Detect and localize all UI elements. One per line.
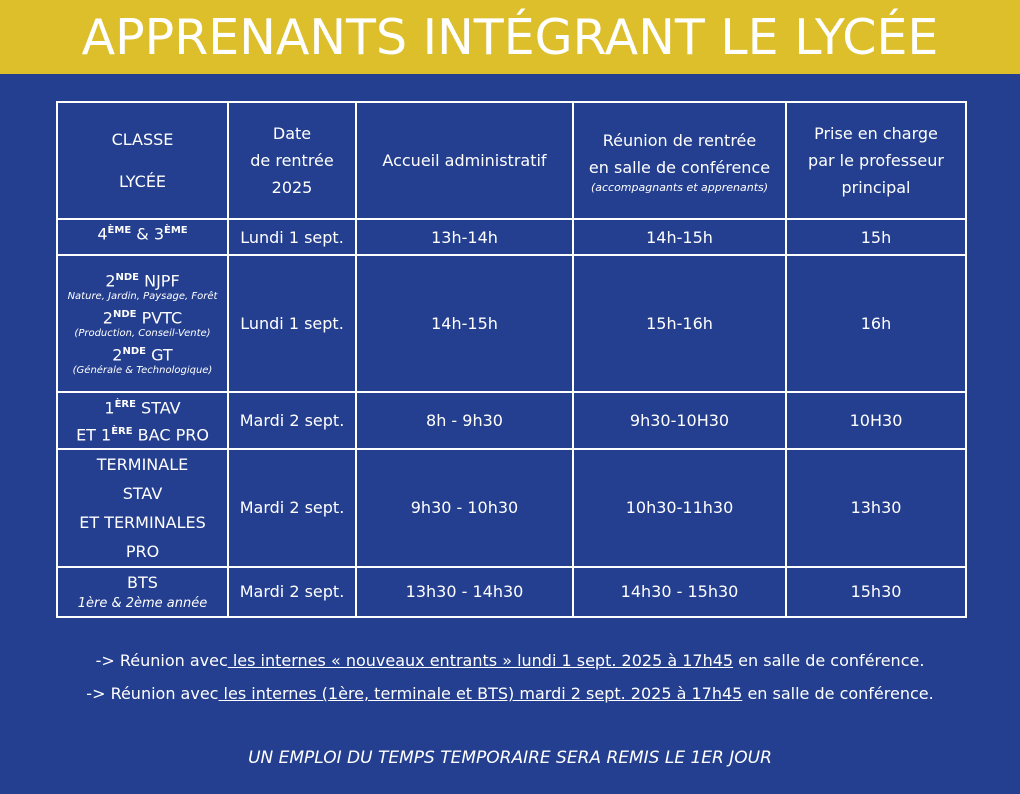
table-row — [57, 219, 966, 255]
header-date-line: de rentrée — [250, 151, 334, 170]
header-prise-line: Prise en charge — [814, 124, 938, 143]
accueil-cell: 14h-15h — [356, 255, 573, 392]
class-desc: (Générale & Technologique) — [72, 365, 213, 377]
header-date-line: Date — [272, 124, 312, 143]
header-reunion-line: Réunion de rentrée — [602, 130, 757, 150]
class-name: PVTC — [136, 308, 183, 328]
prise-cell: 13h30 — [786, 449, 966, 567]
reunion-cell: 9h30-10H30 — [573, 392, 786, 449]
class-sup: NDE — [115, 271, 140, 283]
table-row — [57, 567, 966, 617]
date-cell: Lundi 1 sept. — [228, 219, 356, 255]
note-line — [0, 651, 1020, 670]
class-name: GT — [146, 345, 173, 365]
class-num: 2 — [105, 270, 116, 290]
note-prefix: -> Réunion avec — [95, 651, 228, 670]
reunion-cell: 14h30 - 15h30 — [573, 567, 786, 617]
class-sup: ÈRE — [111, 426, 133, 438]
header-prise-line: par le professeur — [808, 151, 944, 170]
class-cell — [57, 219, 228, 255]
header-reunion-line: en salle de conférence — [588, 157, 771, 177]
class-num: 3 — [153, 224, 165, 244]
class-line: TERMINALE — [96, 454, 189, 474]
note-highlight: les internes (1ère, terminale et BTS) mardi 2 sept. 2025 à 17h45 — [218, 684, 743, 703]
class-line: ET TERMINALES — [79, 512, 206, 532]
class-cell — [57, 567, 228, 617]
header-accueil-label: Accueil administratif — [382, 151, 547, 170]
class-name: NJPF — [139, 270, 180, 290]
accueil-cell: 13h-14h — [356, 219, 573, 255]
schedule-table — [56, 101, 967, 618]
prise-cell: 16h — [786, 255, 966, 392]
class-num: 2 — [102, 308, 113, 328]
page-title: APPRENANTS INTÉGRANT LE LYCÉE — [81, 8, 939, 66]
header-reunion-sub: (accompagnants et apprenants) — [590, 180, 769, 194]
reunion-cell: 14h-15h — [573, 219, 786, 255]
class-cell — [57, 449, 228, 567]
note-prefix: -> Réunion avec — [86, 684, 219, 703]
note-suffix: en salle de conférence. — [742, 684, 934, 703]
accueil-cell: 13h30 - 14h30 — [356, 567, 573, 617]
class-name: BAC PRO — [132, 425, 209, 445]
header-classe-line: LYCÉE — [118, 171, 167, 191]
class-num: 4 — [97, 224, 108, 244]
class-sup: NDE — [122, 346, 146, 358]
reunion-cell: 15h-16h — [573, 255, 786, 392]
header-classe-line: CLASSE — [111, 129, 174, 149]
date-cell: Lundi 1 sept. — [228, 255, 356, 392]
class-sup: ÈME — [107, 225, 132, 236]
class-cell — [57, 255, 228, 392]
header-date-line: 2025 — [271, 178, 313, 197]
header-prise — [786, 102, 966, 219]
header-classe — [57, 102, 228, 219]
prise-cell: 15h — [786, 219, 966, 255]
class-sup: ÈRE — [114, 399, 136, 410]
class-sep: & — [131, 224, 154, 244]
title-banner — [0, 0, 1020, 74]
class-desc: (Production, Conseil-Vente) — [74, 328, 211, 340]
note-line — [0, 684, 1020, 703]
prise-cell: 10H30 — [786, 392, 966, 449]
class-line: BTS — [127, 572, 158, 592]
table-row — [57, 449, 966, 567]
table-header-row — [57, 102, 966, 219]
class-line: STAV — [122, 483, 163, 503]
class-num: 1 — [104, 398, 115, 418]
class-sup: NDE — [112, 308, 137, 320]
prise-cell: 15h30 — [786, 567, 966, 617]
class-prefix: ET 1 — [76, 425, 112, 445]
header-accueil — [356, 102, 573, 219]
table-row — [57, 392, 966, 449]
date-cell: Mardi 2 sept. — [228, 392, 356, 449]
table-row — [57, 255, 966, 392]
reunion-cell: 10h30-11h30 — [573, 449, 786, 567]
class-desc: Nature, Jardin, Paysage, Forêt — [67, 290, 218, 302]
footer-note: UN EMPLOI DU TEMPS TEMPORAIRE SERA REMIS LE 1ER JOUR — [248, 748, 772, 768]
date-cell: Mardi 2 sept. — [228, 449, 356, 567]
note-highlight: les internes « nouveaux entrants » lundi 1 sept. 2025 à 17h45 — [227, 651, 734, 670]
header-date — [228, 102, 356, 219]
date-cell: Mardi 2 sept. — [228, 567, 356, 617]
note-suffix: en salle de conférence. — [733, 651, 925, 670]
class-num: 2 — [112, 345, 123, 365]
class-desc: 1ère & 2ème année — [77, 595, 208, 611]
class-name: STAV — [135, 398, 181, 418]
header-prise-line: principal — [841, 178, 911, 197]
accueil-cell: 8h - 9h30 — [356, 392, 573, 449]
header-reunion — [573, 102, 786, 219]
accueil-cell: 9h30 - 10h30 — [356, 449, 573, 567]
class-line: PRO — [125, 541, 160, 561]
class-sup: ÈME — [164, 225, 188, 236]
class-cell — [57, 392, 228, 449]
